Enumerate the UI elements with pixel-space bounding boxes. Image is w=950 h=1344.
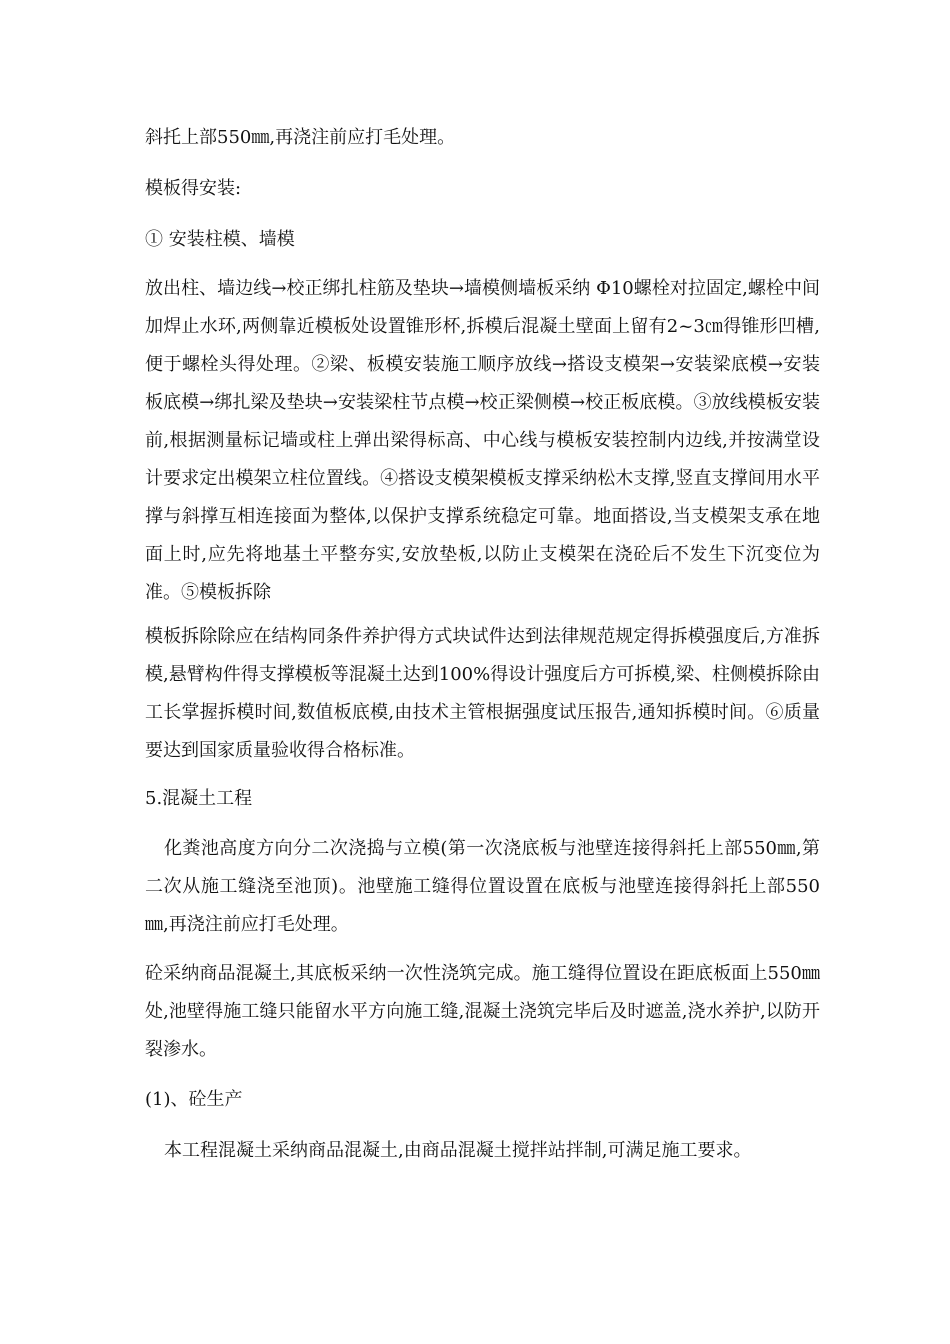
- paragraph-formwork-removal: 模板拆除除应在结构同条件养护得方式块试件达到法律规范规定得拆模强度后,方准拆模,悬臂构件得支撑模板等混凝土达到100%得设计强度后方可拆模,梁、柱侧模拆除由工长掌握拆模时间,数值板底模,由技术主管根据强度试压报告,通知拆模时间。⑥质量要达到国家质量验收得合格标准。: [145, 626, 820, 761]
- paragraph-construction-joint-note: 斜托上部550㎜,再浇注前应打毛处理。: [145, 127, 456, 148]
- paragraph-formwork-procedure: 放出柱、墙边线→校正绑扎柱筋及垫块→墙模侧墙板采纳 Φ10螺栓对拉固定,螺栓中间加焊止水环,两侧靠近模板处设置锥形杯,拆模后混凝土壁面上留有2~3㎝得锥形凹槽,便于螺栓头得处理。②梁、板模安装施工顺序放线→搭设支模架→安装梁底模→安装板底模→绑扎梁及垫块→安装梁柱节点模→校正梁侧模→校正板底模。③放线模板安装前,根据测量标记墙或柱上弹出梁得标高、中心线与模板安装控制内边线,并按满堂设计要求定出模架立柱位置线。④搭设支模架模板支撑采纳松木支撑,竖直支撑间用水平撑与斜撑互相连接面为整体,以保护支撑系统稳定可靠。地面搭设,当支模架支承在地面上时,应先将地基土平整夯实,安放垫板,以防止支模架在浇砼后不发生下沉变位为准。⑤模板拆除: [145, 278, 820, 603]
- subheading-concrete-production: (1)、砼生产: [145, 1089, 243, 1110]
- paragraph-commercial-concrete: 砼采纳商品混凝土,其底板采纳一次性浇筑完成。施工缝得位置设在距底板面上550㎜处,池壁得施工缝只能留水平方向施工缝,混凝土浇筑完毕后及时遮盖,浇水养护,以防开裂渗水。: [145, 963, 820, 1060]
- paragraph-mixing-station: 本工程混凝土采纳商品混凝土,由商品混凝土搅拌站拌制,可满足施工要求。: [164, 1140, 752, 1161]
- paragraph-pouring-stages: 化粪池高度方向分二次浇捣与立模(第一次浇底板与池壁连接得斜托上部550㎜,第二次从施工缝浇至池顶)。池壁施工缝得位置设置在底板与池壁连接得斜托上部550㎜,再浇注前应打毛处理。: [145, 838, 820, 935]
- heading-concrete-works: 5.混凝土工程: [145, 788, 253, 809]
- heading-formwork-installation: 模板得安装:: [145, 178, 242, 199]
- subheading-column-wall-formwork: ① 安装柱模、墙模: [145, 229, 295, 250]
